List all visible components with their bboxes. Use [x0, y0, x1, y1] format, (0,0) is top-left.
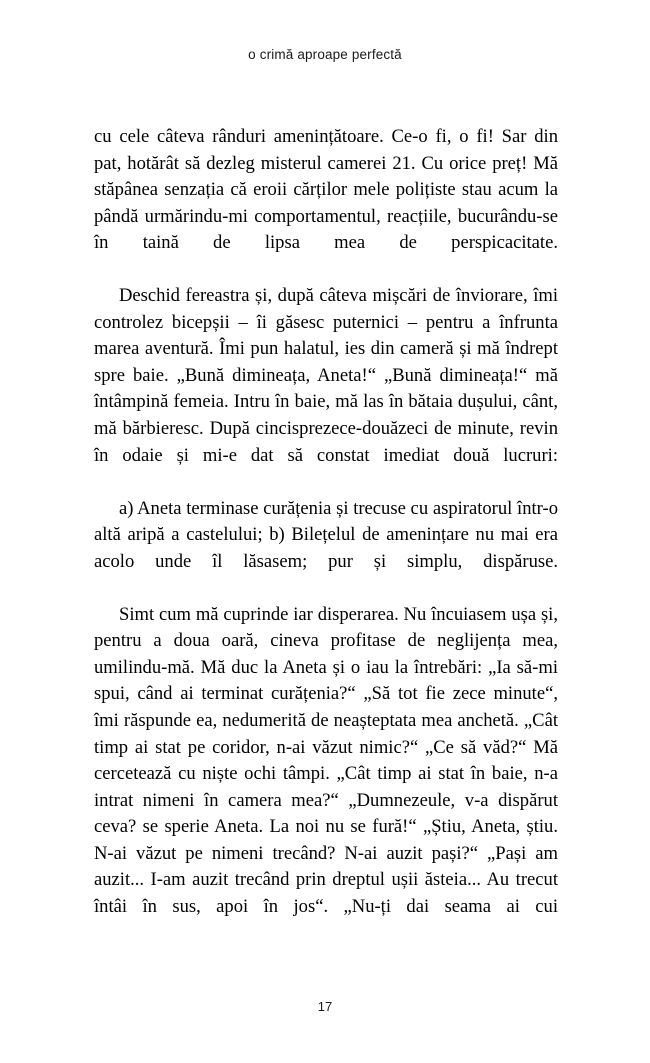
paragraph: Simt cum mă cuprinde iar disperarea. Nu încuiasem ușa și, pentru a doua oară, cineva profitase de neglijența mea, umilindu-mă. Mă duc la Aneta și o iau la întrebări: „Ia să-mi spui, când ai terminat curățenia?“ „Să tot fie zece minute“, îmi răspunde ea, nedumerită de neașteptata mea anchetă. „Cât timp ai stat pe coridor, n-ai văzut nimic?“ „Ce să văd?“ Mă cercetează cu niște ochi tâmpi. „Cât timp ai stat în baie, n-a intrat nimeni în camera mea?“ „Dumnezeule, v-a dispărut ceva? se sperie Aneta. La noi nu se fură!“ „Știu, Aneta, știu. N-ai văzut pe nimeni trecând? N-ai auzit pași?“ „Pași am auzit... I-am auzit trecând prin dreptul ușii ăsteia... Au trecut întâi în sus, apoi în jos“. „Nu-ți dai seama ai cui — [94, 603, 558, 917]
paragraph: cu cele câteva rânduri amenințătoare. Ce-o fi, o fi! Sar din pat, hotărât să dezleg misterul camerei 21. Cu orice preț! Mă stăpânea senzația că eroii cărților mele polițiste stau acum la pândă urmărindu-mi comportamentul, reacțiile, bucurându-se în taină de lipsa mea de perspicacitate. — [94, 126, 558, 254]
page-number: 17 — [317, 999, 333, 1014]
paragraph: a) Aneta terminase curățenia și trecuse cu aspiratorul într-o altă aripă a castelului; b) Bilețelul de amenințare nu mai era acolo unde îl lăsasem; pur și simplu, dispăruse. — [94, 497, 558, 572]
running-head: o crimă aproape perfectă — [248, 47, 402, 62]
body-text-block — [94, 124, 558, 947]
paragraph: Deschid fereastra și, după câteva mișcări de înviorare, îmi controlez bicepșii – îi găsesc puternici – pentru a înfrunta marea aventură. Îmi pun halatul, ies din cameră și mă îndrept spre baie. „Bună dimineața, Aneta!“ „Bună dimineața!“ mă întâmpină femeia. Intru în baie, mă las în bătaia dușului, cânt, mă bărbieresc. După cincisprezece-douăzeci de minute, revin în odaie și mi-e dat să constat imediat două lucruri: — [94, 285, 558, 466]
